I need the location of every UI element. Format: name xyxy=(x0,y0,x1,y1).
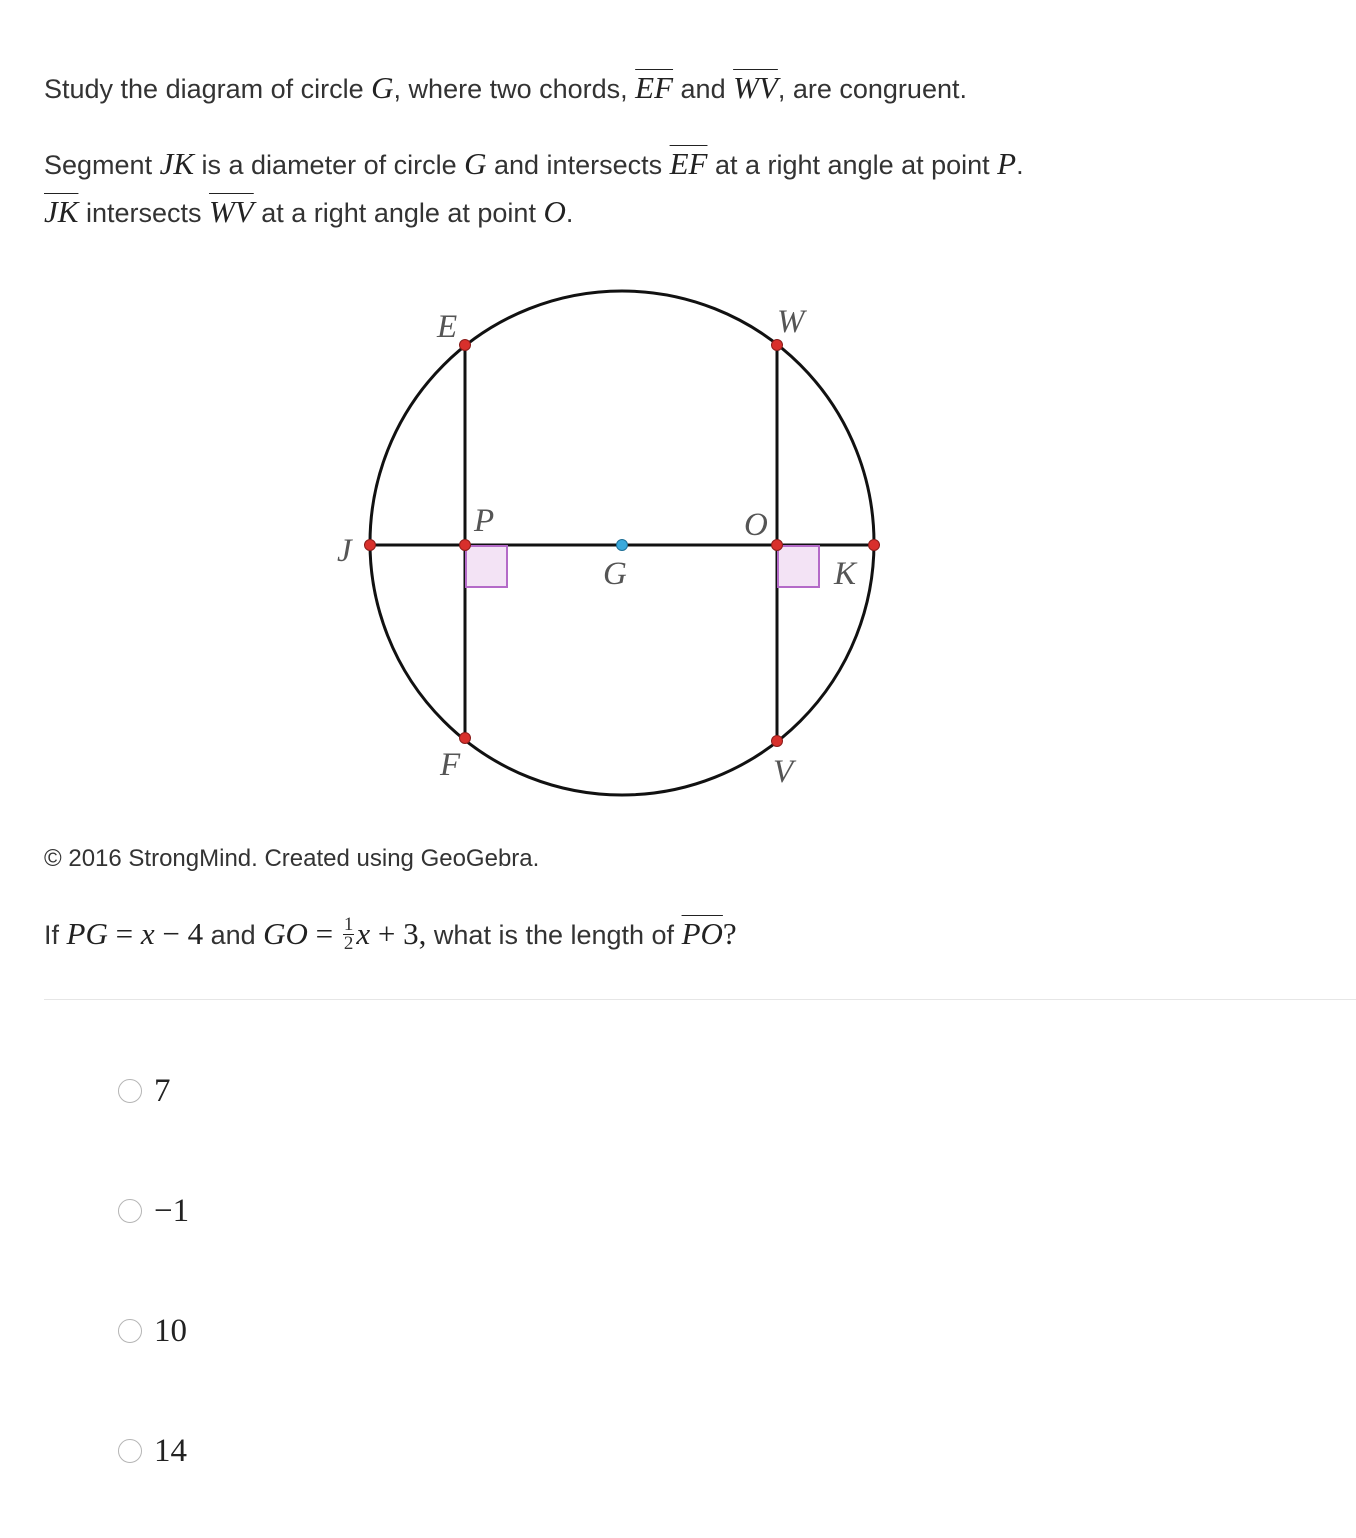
point-k-dot xyxy=(869,540,880,551)
circle-diagram xyxy=(300,270,920,810)
label-o: O xyxy=(744,507,768,543)
detail-text-7: at a right angle at point xyxy=(253,198,544,228)
detail-text-8: . xyxy=(565,198,574,228)
detail-text-2: is a diameter of circle xyxy=(194,150,465,180)
label-f: F xyxy=(440,747,461,783)
right-angle-marker-p xyxy=(466,546,507,587)
label-g: G xyxy=(603,556,627,592)
intro-text-1: Study the diagram of circle xyxy=(44,74,372,104)
equals-sign: = xyxy=(307,916,341,951)
segment-jk: $\overline{JK}$ xyxy=(44,194,79,229)
segment-go: GO xyxy=(263,916,308,951)
radio-button[interactable] xyxy=(118,1319,142,1343)
label-p: P xyxy=(474,503,495,539)
answer-choice[interactable] xyxy=(118,1191,189,1231)
point-o: O xyxy=(543,194,566,229)
point-p: P xyxy=(997,146,1017,181)
question-mark: ? xyxy=(722,916,737,951)
equals-sign: = xyxy=(107,916,141,951)
radio-button[interactable] xyxy=(118,1079,142,1103)
answer-choice-label: 7 xyxy=(154,1072,171,1109)
detail-text-6: intersects xyxy=(78,198,209,228)
question-text-3: what is the length of xyxy=(426,920,682,950)
fraction-one-half xyxy=(343,916,355,953)
expression-rest-2: + 3, xyxy=(370,916,427,951)
answer-choice-label: 14 xyxy=(154,1432,187,1469)
intro-text-2: , where two chords, xyxy=(393,74,636,104)
question-text-2: and xyxy=(203,920,264,950)
intro-text-3: and xyxy=(673,74,734,104)
chord-ef: $\overline{EF}$ xyxy=(669,146,708,181)
question-text xyxy=(44,910,737,959)
answer-choice[interactable] xyxy=(118,1311,187,1351)
label-w: W xyxy=(777,304,805,340)
detail-text-4: at a right angle at point xyxy=(707,150,998,180)
circle-name: G xyxy=(371,70,394,105)
detail-text-1: Segment xyxy=(44,150,160,180)
center-g-dot xyxy=(617,540,628,551)
radio-button[interactable] xyxy=(118,1439,142,1463)
point-j-dot xyxy=(365,540,376,551)
intro-text xyxy=(44,64,967,113)
fraction-numerator: 1 xyxy=(343,914,354,936)
point-v-dot xyxy=(772,736,783,747)
answer-choice[interactable] xyxy=(118,1071,171,1111)
point-e-dot xyxy=(460,340,471,351)
segment-pg: PG xyxy=(66,916,108,951)
segment-jk: JK xyxy=(159,146,195,181)
label-v: V xyxy=(773,754,794,790)
question-text-1: If xyxy=(44,920,67,950)
point-o-dot xyxy=(772,540,783,551)
chord-wv: $\overline{WV}$ xyxy=(733,70,778,105)
copyright-text: © 2016 StrongMind. Created using GeoGebra. xyxy=(44,845,540,872)
radio-button[interactable] xyxy=(118,1199,142,1223)
label-j: J xyxy=(337,533,352,569)
detail-text-line-2 xyxy=(44,188,573,237)
right-angle-marker-o xyxy=(778,546,819,587)
point-f-dot xyxy=(460,733,471,744)
circle-name: G xyxy=(464,146,487,181)
answer-choice-label: −1 xyxy=(154,1192,190,1229)
fraction-denominator: 2 xyxy=(343,933,354,955)
divider xyxy=(44,999,1356,1000)
label-e: E xyxy=(437,309,458,345)
detail-text-line-1 xyxy=(44,140,1024,189)
answer-choice-label: 10 xyxy=(154,1312,187,1349)
variable-x: x xyxy=(356,916,371,951)
variable-x: x xyxy=(140,916,155,951)
answer-choice[interactable] xyxy=(118,1431,187,1471)
detail-text-5: . xyxy=(1016,150,1024,180)
chord-ef: $\overline{EF}$ xyxy=(635,70,674,105)
expression-rest-1: − 4 xyxy=(154,916,204,951)
point-p-dot xyxy=(460,540,471,551)
label-k: K xyxy=(834,556,857,592)
intro-text-4: , are congruent. xyxy=(777,74,967,104)
detail-text-3: and intersects xyxy=(486,150,670,180)
chord-wv: $\overline{WV}$ xyxy=(208,194,254,229)
segment-po: $\overline{PO}$ xyxy=(681,916,723,951)
point-w-dot xyxy=(772,340,783,351)
